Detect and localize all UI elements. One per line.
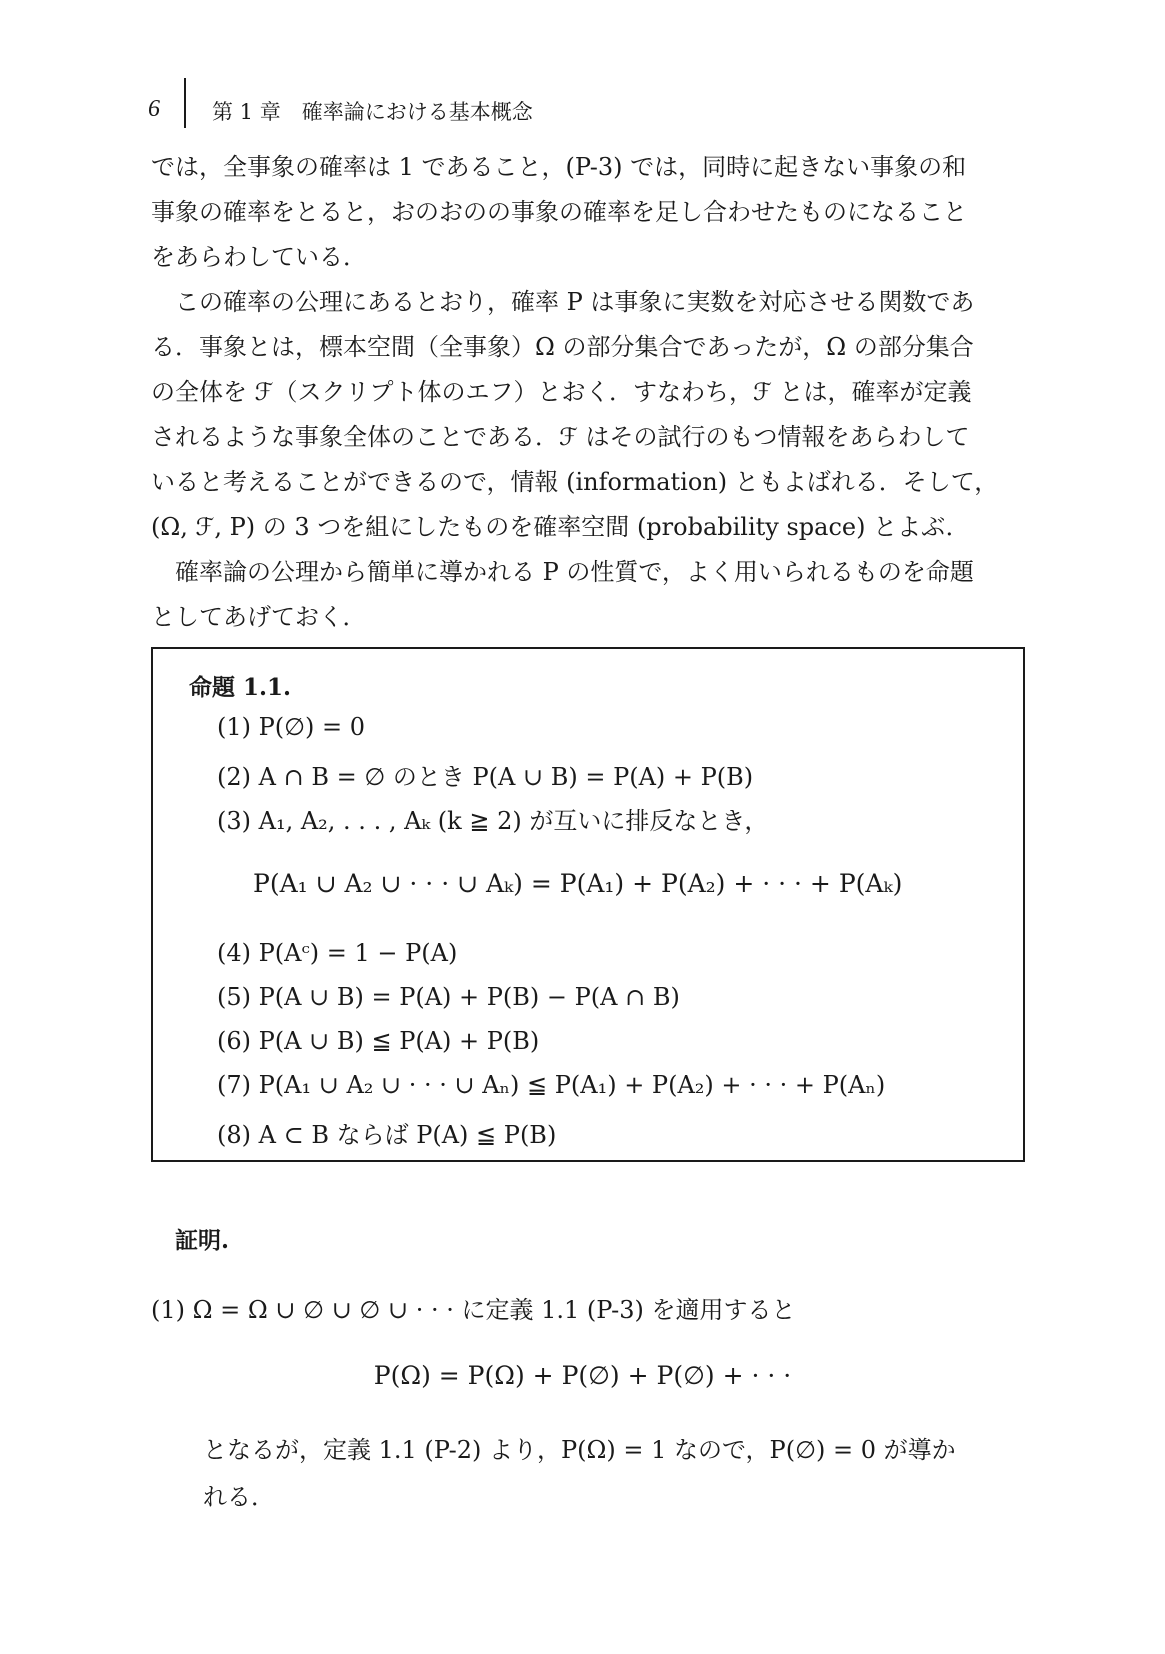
- proposition-item: (7) P(A₁ ∪ A₂ ∪ · · · ∪ Aₙ) ≦ P(A₁) + P(A₂) + · · · + P(Aₙ): [217, 1071, 886, 1099]
- paragraph-2-line: この確率の公理にあるとおり，確率 P は事象に実数を対応させる関数であ: [175, 288, 975, 316]
- header-rule: [184, 78, 186, 128]
- chapter-title: 第 1 章 確率論における基本概念: [212, 100, 533, 124]
- proposition-item: (5) P(A ∪ B) = P(A) + P(B) − P(A ∩ B): [217, 983, 680, 1011]
- proposition-display-equation: P(A₁ ∪ A₂ ∪ · · · ∪ Aₖ) = P(A₁) + P(A₂) + · · · + P(Aₖ): [253, 869, 903, 898]
- paragraph-3-line: としてあげておく．: [151, 603, 367, 631]
- proposition-item: (1) P(∅) = 0: [217, 713, 366, 741]
- paragraph-2-line: る．事象とは，標本空間（全事象）Ω の部分集合であったが，Ω の部分集合: [151, 333, 974, 361]
- proof-step-1: (1) Ω = Ω ∪ ∅ ∪ ∅ ∪ · · · に定義 1.1 (P-3) を適用すると: [151, 1296, 796, 1324]
- paragraph-2-line: の全体を ℱ（スクリプト体のエフ）とおく．すなわち，ℱ とは，確率が定義: [151, 378, 972, 406]
- paragraph-1-line: 事象の確率をとると，おのおのの事象の確率を足し合わせたものになること: [151, 198, 967, 226]
- paragraph-2-line: (Ω, ℱ, P) の 3 つを組にしたものを確率空間 (probability space) とよぶ．: [151, 513, 970, 541]
- page-number: 6: [148, 96, 160, 122]
- paragraph-1-line: では，全事象の確率は 1 であること，(P-3) では，同時に起きない事象の和: [151, 153, 967, 181]
- proof-conclusion-line: れる．: [203, 1483, 275, 1511]
- proposition-box: [151, 647, 1025, 1162]
- proposition-item: (4) P(Aᶜ) = 1 − P(A): [217, 939, 458, 967]
- paragraph-1-line: をあらわしている．: [151, 243, 367, 271]
- proposition-item: (8) A ⊂ B ならば P(A) ≦ P(B): [217, 1121, 557, 1149]
- paragraph-2-line: いると考えることができるので，情報 (information) ともよばれる．そして，: [151, 468, 999, 496]
- paragraph-2-line: されるような事象全体のことである．ℱ はその試行のもつ情報をあらわして: [151, 423, 970, 451]
- paragraph-3-line: 確率論の公理から簡単に導かれる P の性質で，よく用いられるものを命題: [175, 558, 974, 586]
- proof-label: 証明.: [175, 1227, 230, 1254]
- proposition-title: 命題 1.1.: [189, 674, 292, 701]
- proposition-item: (2) A ∩ B = ∅ のとき P(A ∪ B) = P(A) + P(B): [217, 763, 754, 791]
- proposition-item: (6) P(A ∪ B) ≦ P(A) + P(B): [217, 1027, 540, 1055]
- proof-display-equation: P(Ω) = P(Ω) + P(∅) + P(∅) + · · ·: [373, 1361, 792, 1390]
- proof-conclusion-line: となるが，定義 1.1 (P-2) より，P(Ω) = 1 なので，P(∅) = 0 が導か: [203, 1436, 956, 1464]
- proposition-item: (3) A₁, A₂, . . . , Aₖ (k ≧ 2) が互いに排反なとき，: [217, 807, 769, 835]
